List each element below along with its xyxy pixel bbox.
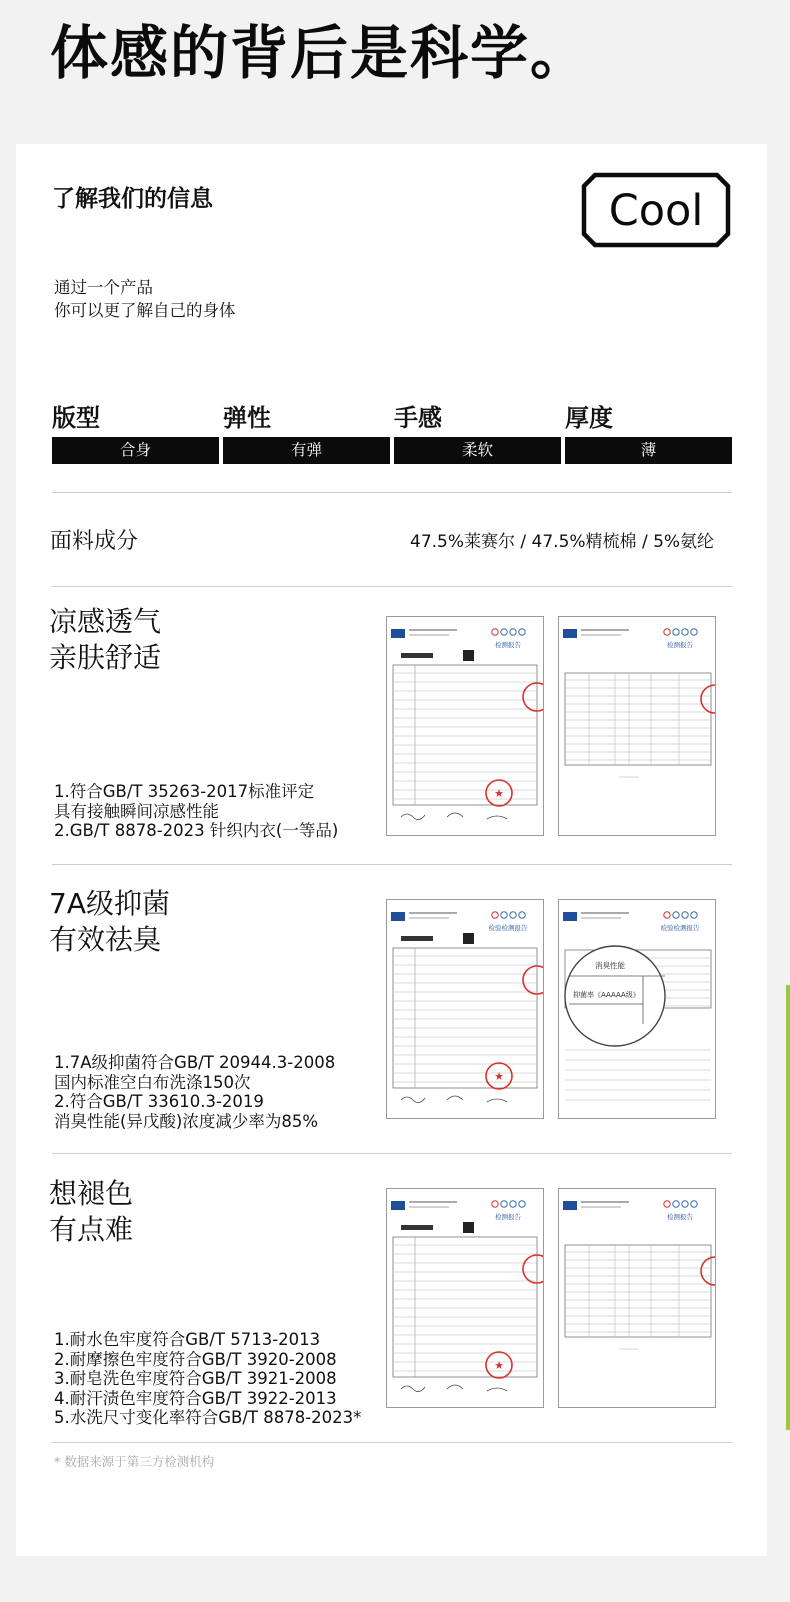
desc-line: 2.耐摩擦色牢度符合GB/T 3920-2008 (54, 1349, 337, 1369)
desc-line: 4.耐汗渍色牢度符合GB/T 3922-2013 (54, 1388, 337, 1408)
section-antibacterial-title (49, 886, 170, 958)
page-headline: 体感的背后是科学。 (50, 19, 591, 87)
attribute-fit (52, 401, 219, 464)
desc-line: 3.耐皂洗色牢度符合GB/T 3921-2008 (54, 1369, 337, 1388)
report-title: 检测报告 (667, 641, 693, 649)
title-line: 凉感透气 (49, 605, 162, 638)
test-report-image (558, 616, 716, 836)
title-line: 有点难 (49, 1213, 134, 1246)
info-card (16, 144, 767, 1556)
divider (52, 1442, 732, 1443)
zoom-label: 消臭性能 (595, 961, 625, 970)
desc-line: 2.GB/T 8878-2023 针织内衣(一等品) (54, 821, 339, 840)
desc-line: 消臭性能(异戊酸)浓度减少率为85% (54, 1111, 319, 1131)
title-line: 亲肤舒适 (49, 641, 162, 674)
divider (52, 864, 732, 865)
section-colorfast-title (49, 1176, 133, 1248)
title-line: 想褪色 (49, 1177, 134, 1210)
fabric-label: 面料成分 (50, 529, 139, 554)
intro-line: 你可以更了解自己的身体 (54, 301, 236, 320)
attribute-label: 手感 (394, 404, 442, 432)
test-report-image (386, 616, 544, 836)
svg-text:★: ★ (494, 1070, 504, 1083)
title-line: 有效祛臭 (49, 923, 162, 956)
desc-line: 1.耐水色牢度符合GB/T 5713-2013 (54, 1330, 321, 1349)
divider (52, 492, 732, 493)
title-line: 7A级抑菌 (49, 887, 170, 920)
desc-line: 1.7A级抑菌符合GB/T 20944.3-2008 (54, 1053, 336, 1072)
attribute-hand-feel (394, 401, 561, 464)
section-cooling-desc (54, 782, 338, 841)
section-colorfast-desc (54, 1330, 361, 1428)
attribute-label: 弹性 (223, 404, 271, 432)
section-antibacterial-desc (54, 1053, 335, 1131)
logo-text: Cool (608, 186, 704, 236)
desc-line: 国内标准空白布洗涤150次 (54, 1072, 251, 1092)
attribute-elasticity (223, 401, 390, 464)
attribute-thickness (565, 401, 732, 464)
intro-line: 通过一个产品 (54, 278, 153, 297)
attribute-table (52, 401, 732, 464)
test-report-image-zoomed (558, 899, 716, 1119)
attribute-label: 版型 (52, 404, 100, 432)
attribute-value: 柔软 (394, 437, 561, 464)
green-accent-bar (786, 985, 790, 1430)
desc-line: 1.符合GB/T 35263-2017标准评定 (54, 782, 315, 801)
cool-logo (581, 172, 731, 248)
attribute-value: 薄 (565, 437, 732, 464)
info-title: 了解我们的信息 (52, 186, 213, 212)
svg-text:★: ★ (494, 1359, 504, 1372)
divider (52, 586, 732, 587)
attribute-label: 厚度 (565, 404, 613, 432)
report-title: 检测报告 (495, 641, 521, 649)
fabric-composition: 47.5%莱赛尔 / 47.5%精梳棉 / 5%氨纶 (410, 532, 715, 552)
test-report-image (386, 899, 544, 1119)
attribute-value: 合身 (52, 437, 219, 464)
report-title: 检验检测报告 (488, 924, 528, 932)
zoom-value: 抑菌率《AAAAA级》 (573, 991, 640, 999)
report-title: 检验检测报告 (660, 924, 700, 932)
data-source-footnote: * 数据来源于第三方检测机构 (54, 1454, 215, 1469)
desc-line: 具有接触瞬间凉感性能 (54, 801, 219, 821)
intro-text (54, 276, 236, 322)
attribute-value: 有弹 (223, 437, 390, 464)
report-title: 检测报告 (667, 1213, 693, 1221)
svg-text:★: ★ (494, 787, 504, 800)
test-report-image (386, 1188, 544, 1408)
divider (52, 1153, 732, 1154)
report-title: 检测报告 (495, 1213, 521, 1221)
section-cooling-title (49, 604, 161, 676)
test-report-image (558, 1188, 716, 1408)
desc-line: 5.水洗尺寸变化率符合GB/T 8878-2023* (54, 1408, 362, 1427)
desc-line: 2.符合GB/T 33610.3-2019 (54, 1092, 264, 1111)
